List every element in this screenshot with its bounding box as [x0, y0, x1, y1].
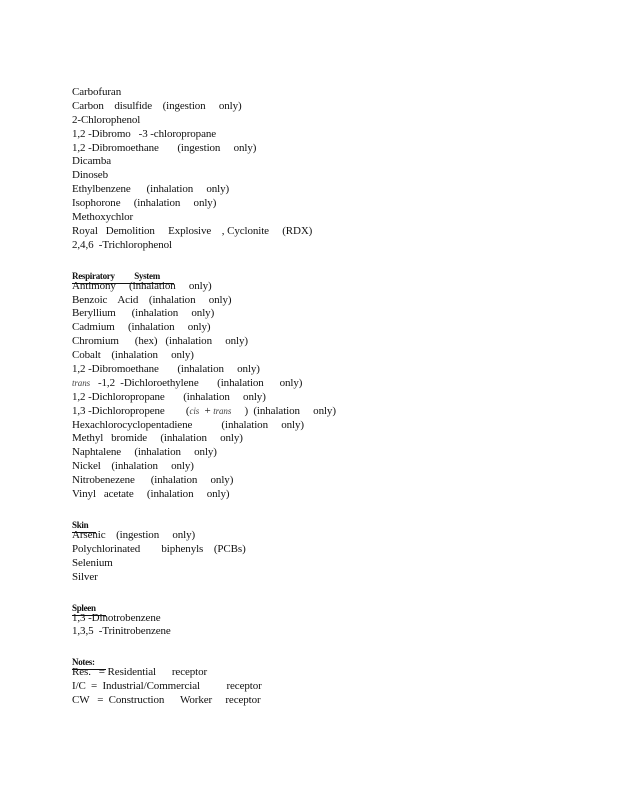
section-heading: Skin: [72, 520, 96, 533]
list-item: Res. = Residential receptor: [72, 666, 208, 679]
list-item: 1,3 -Dinotrobenzene: [72, 611, 161, 624]
list-item: [72, 405, 592, 419]
list-item: Arsenic (ingestion only): [72, 528, 196, 541]
section-heading: Notes:: [72, 657, 106, 670]
trans-rest: -1,2 -Dichloroethylene (inhalation only): [90, 376, 303, 389]
list-item: Nitrobenezene (inhalation only): [72, 474, 234, 487]
section-gap: [72, 502, 592, 515]
list-item: Dicamba: [72, 155, 112, 168]
list-item: Dinoseb: [72, 169, 108, 182]
document-page: [72, 86, 592, 708]
dcp-start: 1,3 -Dichloropropene (: [72, 404, 190, 417]
list-item: Carbofuran: [72, 86, 122, 98]
list-item: Nickel (inhalation only): [72, 460, 194, 473]
list-item: Chromium (hex) (inhalation only): [72, 335, 248, 348]
list-item: Beryllium (inhalation only): [72, 307, 215, 320]
list-item: Carbon disulfide (ingestion only): [72, 99, 242, 112]
list-item: Cobalt (inhalation only): [72, 349, 194, 362]
plus-label: +: [199, 404, 214, 417]
list-item: 1,2 -Dibromo -3 -chloropropane: [72, 127, 217, 140]
list-item: 1,2 -Dichloropropane (inhalation only): [72, 390, 266, 403]
list-item: 1,3,5 -Trinitrobenzene: [72, 625, 171, 638]
list-item: I/C = Industrial/Commercial receptor: [72, 680, 262, 693]
list-item: Naphtalene (inhalation only): [72, 446, 217, 459]
list-item: Isophorone (inhalation only): [72, 197, 217, 210]
section-heading: Respiratory System: [72, 271, 174, 284]
notes-section: [72, 652, 592, 708]
spleen-section: [72, 598, 592, 640]
list-item: 2-Chlorophenol: [72, 113, 141, 126]
list-item: [72, 377, 592, 391]
list-item: Methyl bromide (inhalation only): [72, 432, 243, 445]
list-item: Royal Demolition Explosive , Cyclonite (RDX): [72, 224, 313, 237]
trans-label: trans: [213, 405, 232, 416]
list-item: CW = Construction Worker receptor: [72, 694, 261, 707]
list-item: 1,2 -Dibromoethane (ingestion only): [72, 141, 257, 154]
cis-label: cis: [189, 405, 200, 416]
list-item: Antimony (inhalation only): [72, 279, 212, 292]
list-item: Selenium: [72, 556, 113, 569]
intro-chemical-list: [72, 86, 592, 253]
dcp-end: ) (inhalation only): [231, 404, 336, 417]
section-gap: [72, 639, 592, 652]
section-gap: [72, 253, 592, 266]
list-item: Ethylbenzene (inhalation only): [72, 183, 230, 196]
list-item: Methoxychlor: [72, 211, 134, 224]
section-gap: [72, 585, 592, 598]
list-item: Hexachlorocyclopentadiene (inhalation only): [72, 418, 304, 431]
list-item: 2,4,6 -Trichlorophenol: [72, 238, 172, 251]
respiratory-section: [72, 266, 592, 502]
list-item: Cadmium (inhalation only): [72, 321, 211, 334]
list-item: Benzoic Acid (inhalation only): [72, 293, 232, 306]
skin-section: [72, 515, 592, 585]
list-item: Vinyl acetate (inhalation only): [72, 488, 230, 501]
section-heading: Spleen: [72, 603, 106, 616]
list-item: 1,2 -Dibromoethane (inhalation only): [72, 363, 260, 376]
trans-prefix: trans: [72, 377, 91, 388]
list-item: Silver: [72, 570, 98, 583]
list-item: Polychlorinated biphenyls (PCBs): [72, 542, 246, 555]
